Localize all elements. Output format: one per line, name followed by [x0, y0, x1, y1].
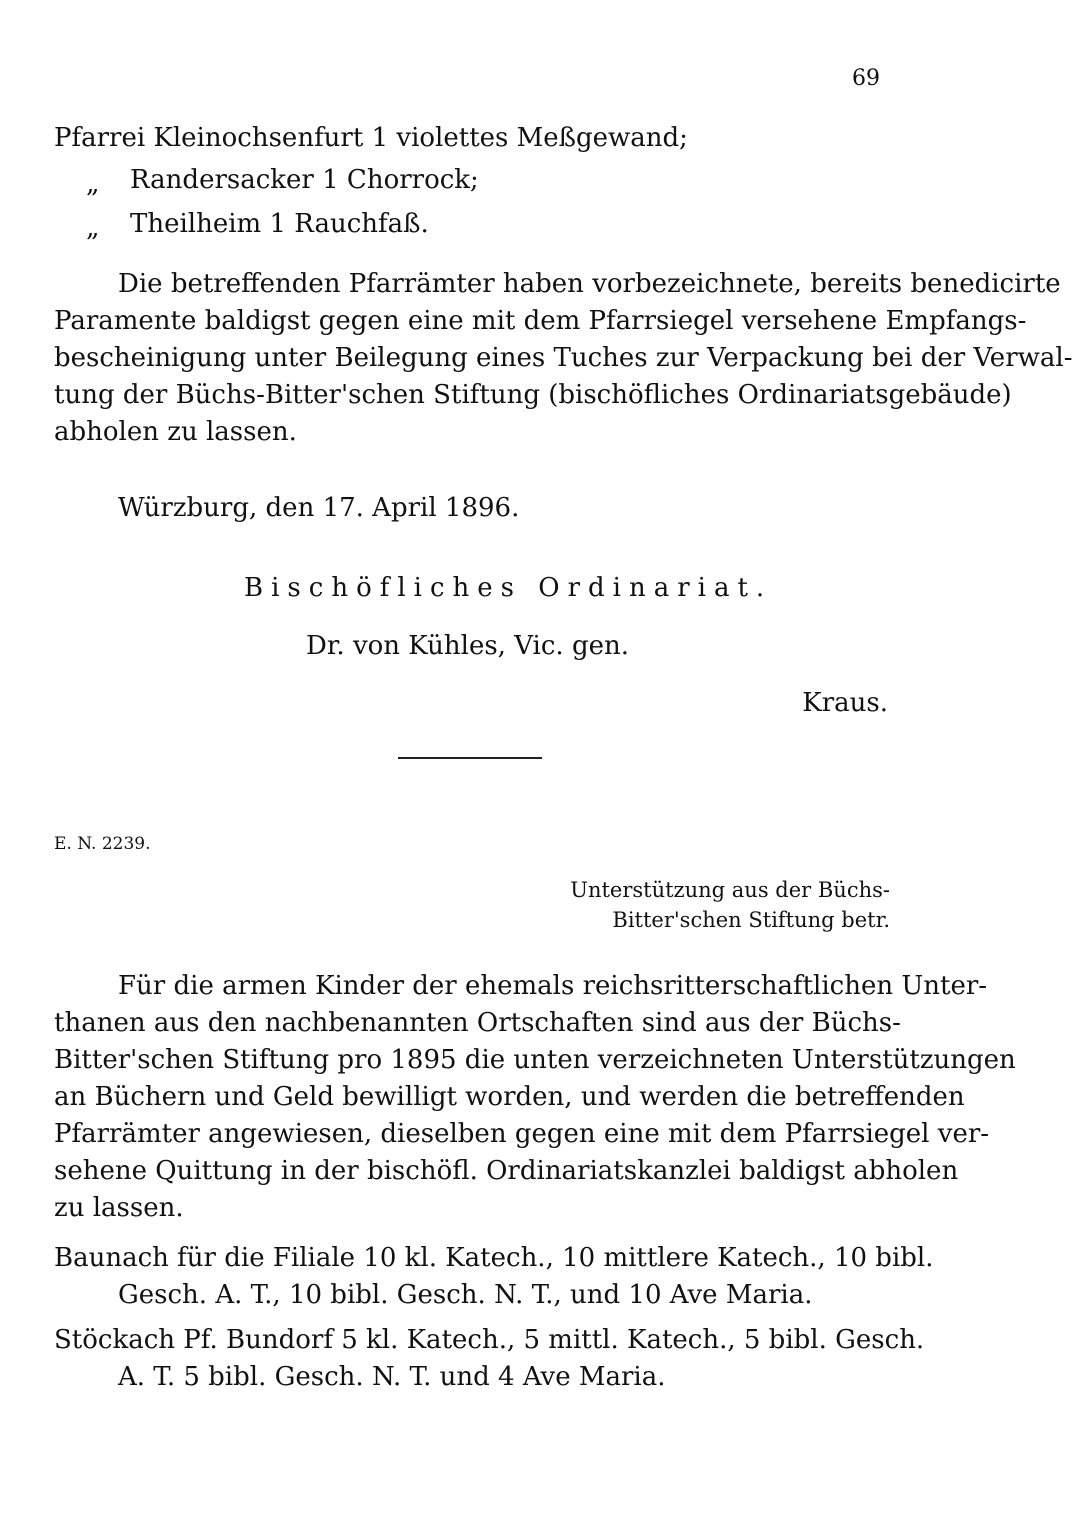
paragraph-line: Pfarrämter angewiesen, dieselben gegen eine mit dem Pfarrsiegel ver-	[54, 1119, 990, 1149]
paragraph-line: abholen zu lassen.	[54, 417, 297, 447]
paragraph-line: bescheinigung unter Beilegung eines Tuches zur Verpackung bei der Verwal-	[54, 343, 1072, 373]
paragraph-line: thanen aus den nachbenannten Ortschaften sind aus der Büchs-	[54, 1008, 901, 1038]
subject-line: Bitter'schen Stiftung betr.	[612, 908, 890, 932]
signatory: Dr. von Kühles, Vic. gen.	[306, 631, 629, 661]
list-item-theilheim: Theilheim 1 Rauchfaß.	[130, 209, 429, 239]
list-item-kleinochsenfurt: Pfarrei Kleinochsenfurt 1 violettes Meßgewand;	[54, 123, 688, 153]
entry-baunach-line: Baunach für die Filiale 10 kl. Katech., 10 mittlere Katech., 10 bibl.	[54, 1243, 934, 1273]
authority: Bischöfliches Ordinariat.	[244, 573, 773, 603]
entry-stoeckach-line: A. T. 5 bibl. Gesch. N. T. und 4 Ave Maria.	[118, 1362, 666, 1392]
list-item-randersacker: Randersacker 1 Chorrock;	[130, 165, 479, 195]
ditto-mark: „	[86, 169, 100, 199]
paragraph-line: Paramente baldigst gegen eine mit dem Pfarrsiegel versehene Empfangs-	[54, 306, 1027, 336]
paragraph-line: tung der Büchs-Bitter'schen Stiftung (bischöfliches Ordinariatsgebäude)	[54, 380, 1012, 410]
paragraph-line: Bitter'schen Stiftung pro 1895 die unten verzeichneten Unterstützungen	[54, 1045, 1016, 1075]
date-line: Würzburg, den 17. April 1896.	[118, 493, 520, 523]
secretary: Kraus.	[802, 688, 888, 718]
reference-number: E. N. 2239.	[54, 834, 151, 854]
paragraph-line: an Büchern und Geld bewilligt worden, und werden die betreffenden	[54, 1082, 965, 1112]
subject-line: Unterstützung aus der Büchs-	[570, 878, 890, 902]
page-number: 69	[852, 66, 880, 91]
ditto-mark: „	[86, 213, 100, 243]
entry-baunach-line: Gesch. A. T., 10 bibl. Gesch. N. T., und 10 Ave Maria.	[118, 1280, 813, 1310]
paragraph-line: Die betreffenden Pfarrämter haben vorbezeichnete, bereits benedicirte	[118, 269, 1061, 299]
paragraph-line: Für die armen Kinder der ehemals reichsritterschaftlichen Unter-	[118, 971, 988, 1001]
section-divider	[398, 757, 542, 759]
paragraph-line: sehene Quittung in der bischöfl. Ordinariatskanzlei baldigst abholen	[54, 1156, 959, 1186]
entry-stoeckach-line: Stöckach Pf. Bundorf 5 kl. Katech., 5 mittl. Katech., 5 bibl. Gesch.	[54, 1325, 925, 1355]
paragraph-line: zu lassen.	[54, 1193, 184, 1223]
